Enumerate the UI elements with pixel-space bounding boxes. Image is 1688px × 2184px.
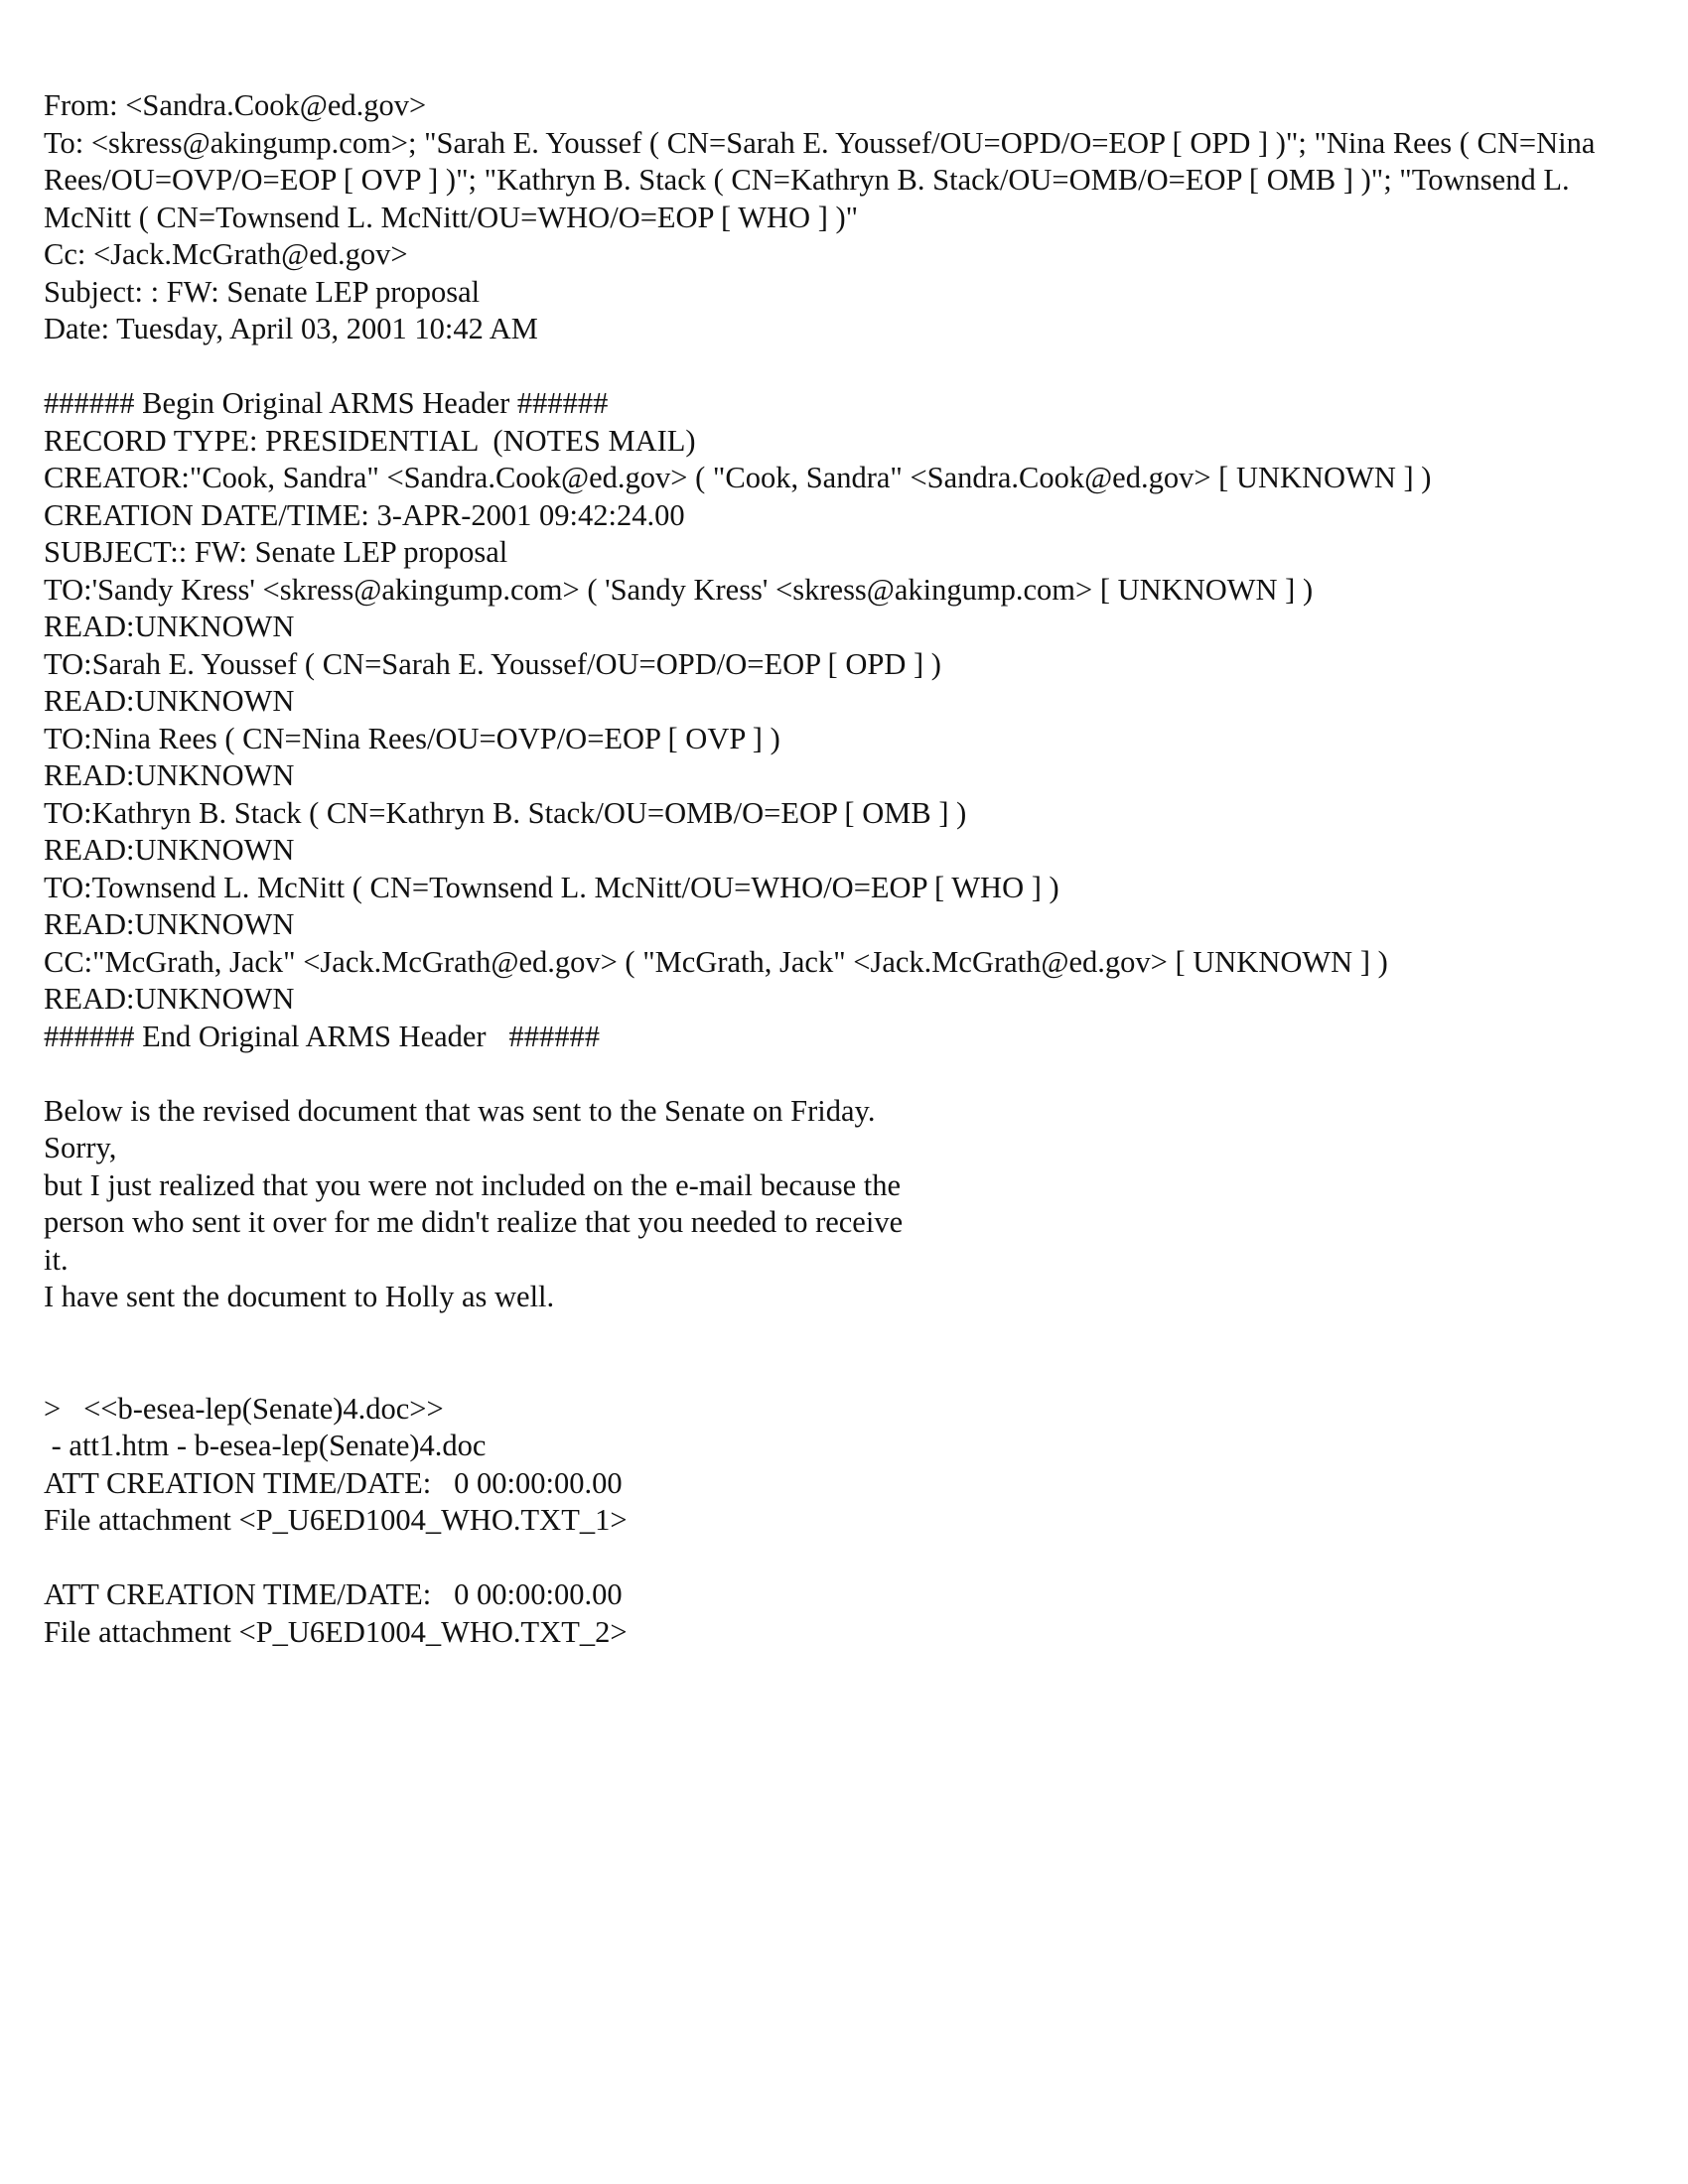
recipient-read-line: READ:UNKNOWN [44,758,295,792]
spacer [44,1316,1652,1391]
attachment-time-line: ATT CREATION TIME/DATE: 0 00:00:00.00 [44,1577,623,1611]
attachment-file-line: File attachment <P_U6ED1004_WHO.TXT_2> [44,1614,628,1649]
arms-subject-line: SUBJECT:: FW: Senate LEP proposal [44,535,508,569]
to-line: To: <skress@akingump.com>; "Sarah E. Youssef ( CN=Sarah E. Youssef/OU=OPD/O=EOP [ OPD ] )"; "Nina Rees ( CN=Nina Rees/OU=OVP/O=EOP [ OVP ] )"; "Kathryn B. Stack ( CN=Kathryn B. Stack/OU=OMB/O=EOP [ OMB ] )"; "Townsend L. McNitt ( CN=Townsend L. McNitt/OU=WHO/O=EOP [ WHO ] )" [44,125,1596,234]
quoted-attachment-line: > <<b-esea-lep(Senate)4.doc>> [44,1391,444,1426]
arms-header-end: ###### End Original ARMS Header ###### [44,1019,600,1053]
creation-datetime-line: CREATION DATE/TIME: 3-APR-2001 09:42:24.00 [44,497,685,532]
body-line: it. [44,1242,69,1277]
recipient-to-line: TO:Kathryn B. Stack ( CN=Kathryn B. Stack/OU=OMB/O=EOP [ OMB ] ) [44,795,967,830]
recipient-to-line: TO:'Sandy Kress' <skress@akingump.com> ( 'Sandy Kress' <skress@akingump.com> [ UNKNOWN ] ) [44,572,1314,607]
spacer [44,348,1652,386]
recipient-read-line: READ:UNKNOWN [44,907,295,941]
creator-line: CREATOR:"Cook, Sandra" <Sandra.Cook@ed.gov> ( "Cook, Sandra" <Sandra.Cook@ed.gov> [ UNKNOWN ] ) [44,461,1432,494]
attachment-file-line: File attachment <P_U6ED1004_WHO.TXT_1> [44,1503,628,1537]
attachment-time-line: ATT CREATION TIME/DATE: 0 00:00:00.00 [44,1465,623,1500]
subject-line: Subject: : FW: Senate LEP proposal [44,274,481,309]
recipient-to-line: TO:Townsend L. McNitt ( CN=Townsend L. McNitt/OU=WHO/O=EOP [ WHO ] ) [44,870,1059,904]
attachment-list-line: - att1.htm - b-esea-lep(Senate)4.doc [44,1429,487,1462]
body-line: person who sent it over for me didn't realize that you needed to receive [44,1205,904,1239]
cc-line: Cc: <Jack.McGrath@ed.gov> [44,237,408,271]
body-line: Below is the revised document that was sent to the Senate on Friday. [44,1093,876,1128]
date-line: Date: Tuesday, April 03, 2001 10:42 AM [44,312,538,345]
email-document [44,87,1652,1651]
recipient-to-line: TO:Nina Rees ( CN=Nina Rees/OU=OVP/O=EOP [ OVP ] ) [44,721,780,755]
spacer [44,1540,1652,1577]
record-type-line: RECORD TYPE: PRESIDENTIAL (NOTES MAIL) [44,423,696,458]
recipient-read-line: READ:UNKNOWN [44,684,295,718]
body-line: but I just realized that you were not included on the e-mail because the [44,1167,902,1202]
recipient-read-line: READ:UNKNOWN [44,610,295,643]
recipient-cc-line: CC:"McGrath, Jack" <Jack.McGrath@ed.gov> ( "McGrath, Jack" <Jack.McGrath@ed.gov> [ UNKNOWN ] ) [44,944,1388,979]
spacer [44,1055,1652,1093]
recipient-to-line: TO:Sarah E. Youssef ( CN=Sarah E. Youssef/OU=OPD/O=EOP [ OPD ] ) [44,646,941,681]
recipient-read-line: READ:UNKNOWN [44,982,295,1016]
body-line: I have sent the document to Holly as well. [44,1280,555,1313]
from-line: From: <Sandra.Cook@ed.gov> [44,88,427,122]
recipient-read-line: READ:UNKNOWN [44,833,295,867]
body-line: Sorry, [44,1131,117,1164]
arms-header-begin: ###### Begin Original ARMS Header ###### [44,386,609,420]
